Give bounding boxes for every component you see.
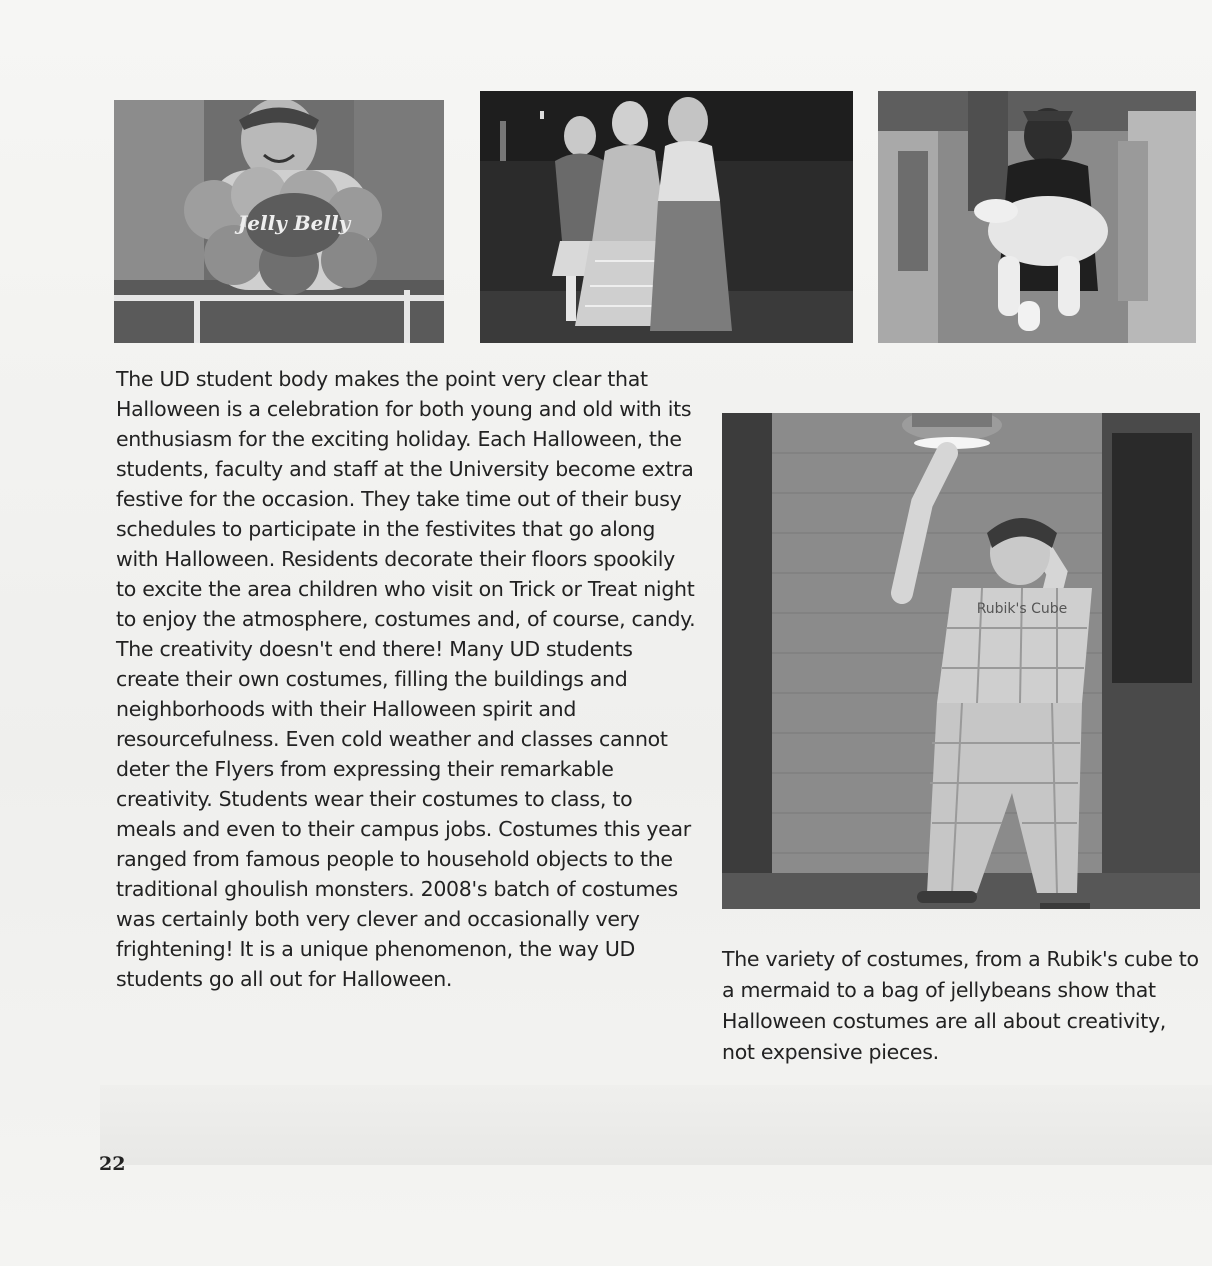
photo-rubiks-cube-costume — [722, 413, 1200, 909]
photo-jellybean-costume — [114, 100, 444, 343]
photo-caption: The variety of costumes, from a Rubik's cube to a mermaid to a bag of jellybeans show that Halloween costumes are all about creativity, not expensive pieces. — [722, 947, 1199, 1064]
page-number: 22 — [99, 1153, 126, 1175]
page-shadow-band — [100, 1085, 1212, 1165]
photo-costume-shop — [878, 91, 1196, 343]
photo-princess-costumes — [480, 91, 853, 343]
article-body: The UD student body makes the point very clear that Halloween is a celebration for both young and old with its enthusiasm for the exciting holiday. Each Halloween, the students, faculty and staff at the University become extra festive for the occasion. They take time out of their busy schedules to participate in the festivites that go along with Halloween. Residents decorate their floors spookily to excite the area children who visit on Trick or Treat night to enjoy the atmosphere, costumes and, of course, candy. The creativity doesn't end there! Many UD students create their own costumes, filling the buildings and neighborhoods with their Halloween spirit and resourcefulness. Even cold weather and classes cannot deter the Flyers from expressing their remarkable creativity. Students wear their costumes to class, to meals and even to their campus jobs. Costumes this year ranged from famous people to household objects to the traditional ghoulish monsters. 2008's batch of costumes was certainly both very clever and occasionally very frightening! It is a unique phenomenon, the way UD students go all out for Halloween. — [116, 367, 696, 991]
rubik-logo: Rubik's Cube — [976, 601, 1068, 617]
jelly-belly-logo: Jelly Belly — [237, 211, 351, 235]
